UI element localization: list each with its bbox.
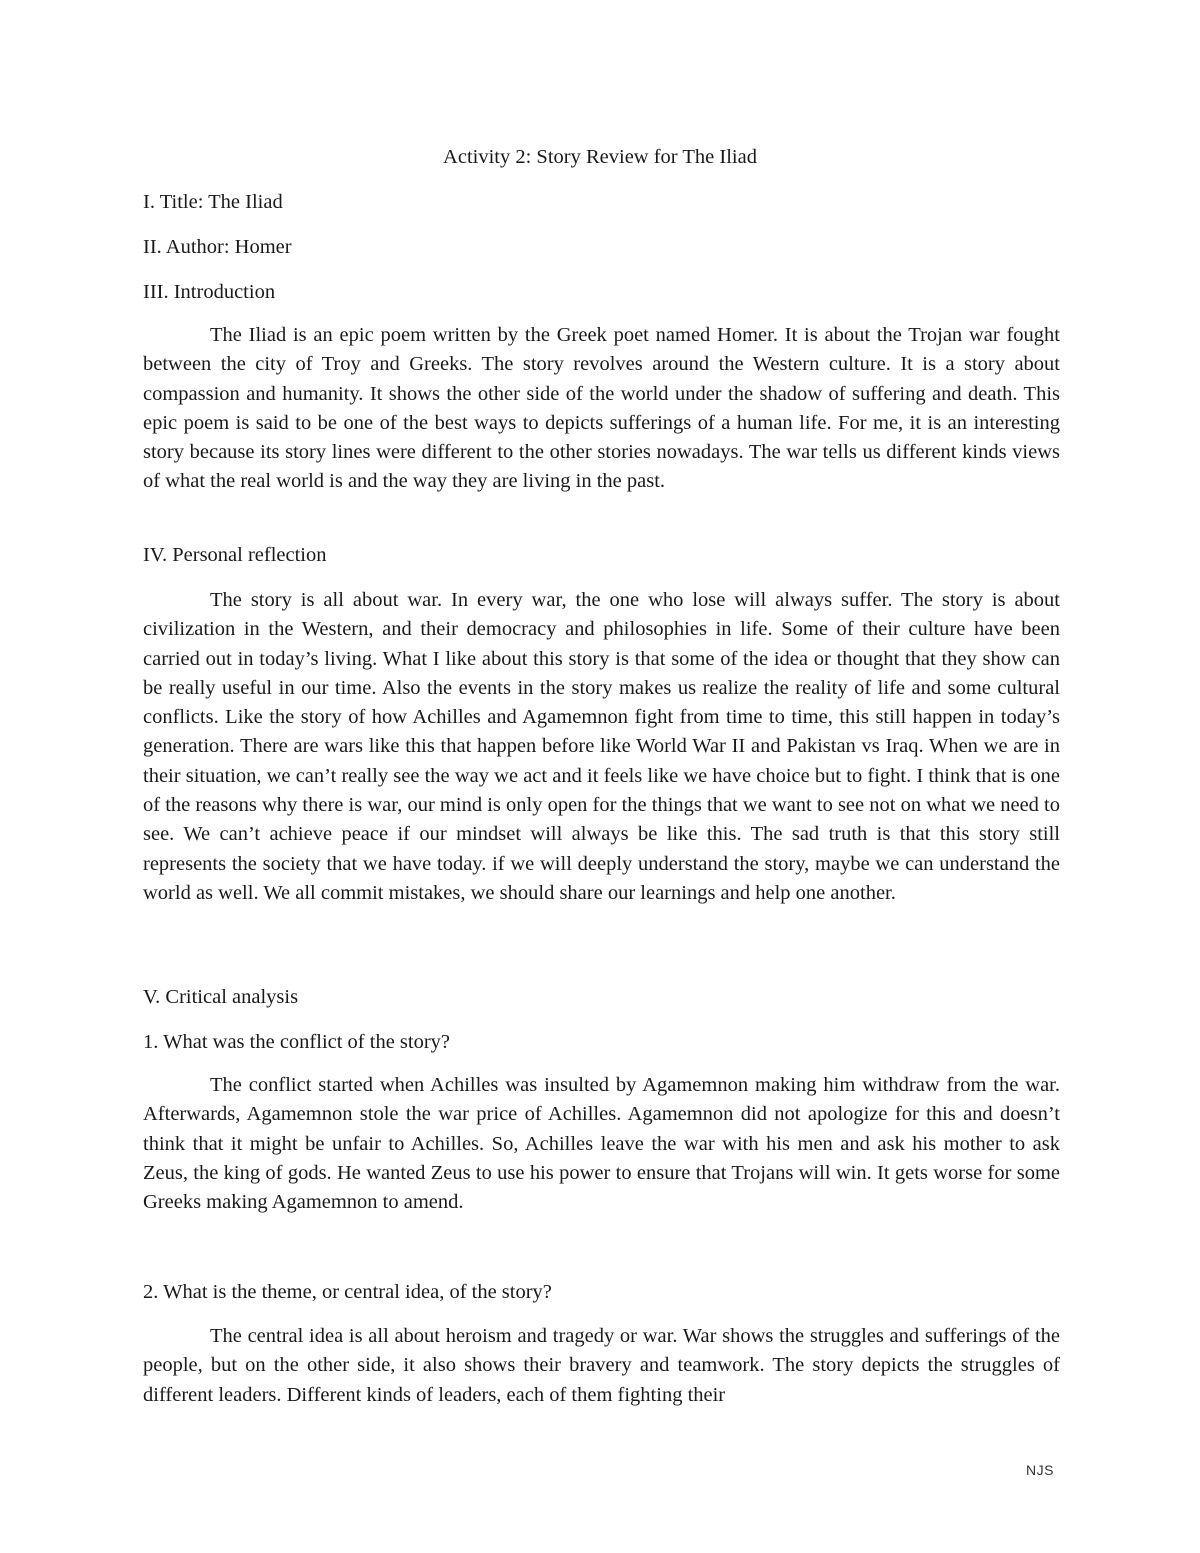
title-line: I. Title: The Iliad	[143, 191, 283, 213]
answer-1-paragraph: The conflict started when Achilles was insulted by Agamemnon making him withdraw from the war. Afterwards, Agamemnon stole the war price of Achilles. Agamemnon did not apologize for this and doesn’t think that it might be unfair to Achilles. So, Achilles leave the war with his men and ask his mother to ask Zeus, the king of gods. He wanted Zeus to use his power to ensure that Trojans will win. It gets worse for some Greeks making Agamemnon to amend.	[143, 1074, 1060, 1214]
answer-2-paragraph: The central idea is all about heroism and tragedy or war. War shows the struggles and sufferings of the people, but on the other side, it also shows their bravery and teamwork. The story depicts the struggles of different leaders. Different kinds of leaders, each of them fighting their	[143, 1325, 1060, 1406]
introduction-paragraph: The Iliad is an epic poem written by the Greek poet named Homer. It is about the Trojan war fought between the city of Troy and Greeks. The story revolves around the Western culture. It is a story about compassion and humanity. It shows the other side of the world under the shadow of suffering and death. This epic poem is said to be one of the best ways to depicts sufferings of a human life. For me, it is an interesting story because its story lines were different to the other stories nowadays. The war tells us different kinds views of what the real world is and the way they are living in the past.	[143, 324, 1060, 493]
question-2: 2. What is the theme, or central idea, of the story?	[143, 1281, 552, 1303]
analysis-heading: V. Critical analysis	[143, 986, 299, 1008]
document-title: Activity 2: Story Review for The Iliad	[443, 146, 757, 168]
reflection-paragraph: The story is all about war. In every war, the one who lose will always suffer. The story is about civilization in the Western, and their democracy and philosophies in life. Some of their culture have been carried out in today’s living. What I like about this story is that some of the idea or thought that they show can be really useful in our time. Also the events in the story makes us realize the reality of life and some cultural conflicts. Like the story of how Achilles and Agamemnon fight from time to time, this still happen in today’s generation. There are wars like this that happen before like World War II and Pakistan vs Iraq. When we are in their situation, we can’t really see the way we act and it feels like we have choice but to fight. I think that is one of the reasons why there is war, our mind is only open for the things that we want to see not on what we need to see. We can’t achieve peace if our mindset will always be like this. The sad truth is that this story still represents the society that we have today. if we will deeply understand the story, maybe we can understand the world as well. We all commit mistakes, we should share our learnings and help one another.	[143, 589, 1060, 904]
question-1: 1. What was the conflict of the story?	[143, 1031, 451, 1053]
author-line: II. Author: Homer	[143, 236, 292, 258]
introduction-heading: III. Introduction	[143, 281, 276, 303]
footer-initials: NJS	[1026, 1462, 1054, 1478]
reflection-heading: IV. Personal reflection	[143, 544, 327, 566]
